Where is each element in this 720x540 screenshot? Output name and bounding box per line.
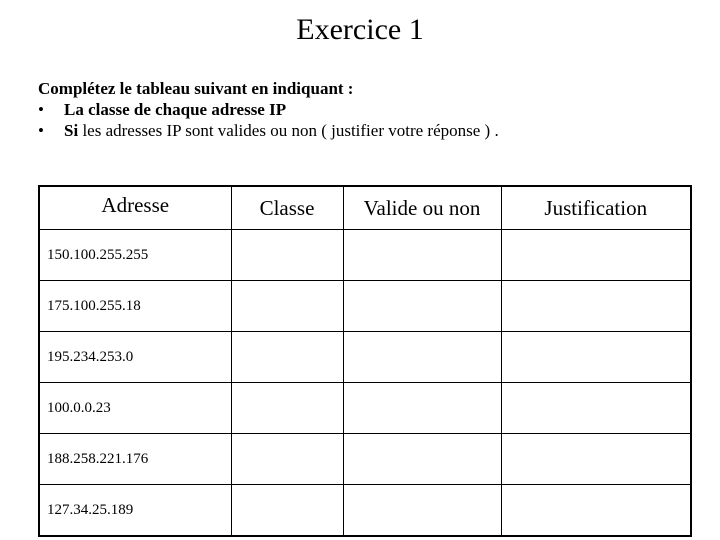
- header-adresse: Adresse: [39, 186, 231, 230]
- instruction-bullet-2-rest: les adresses IP sont valides ou non ( justifier votre réponse ) .: [78, 121, 499, 140]
- instructions: [38, 78, 499, 141]
- address-cell: 150.100.255.255: [39, 230, 231, 281]
- header-classe: Classe: [231, 186, 343, 230]
- justification-cell[interactable]: [501, 281, 691, 332]
- classe-cell[interactable]: [231, 281, 343, 332]
- table-row: [39, 281, 691, 332]
- valide-cell[interactable]: [343, 485, 501, 537]
- classe-cell[interactable]: [231, 485, 343, 537]
- valide-cell[interactable]: [343, 332, 501, 383]
- address-cell: 188.258.221.176: [39, 434, 231, 485]
- header-justification: Justification: [501, 186, 691, 230]
- page-title: Exercice 1: [296, 13, 424, 46]
- classe-cell[interactable]: [231, 332, 343, 383]
- table-row: [39, 383, 691, 434]
- justification-cell[interactable]: [501, 383, 691, 434]
- valide-cell[interactable]: [343, 383, 501, 434]
- header-valide-ou-non: Valide ou non: [343, 186, 501, 230]
- bullet-icon: •: [38, 121, 44, 140]
- valide-cell[interactable]: [343, 281, 501, 332]
- justification-cell[interactable]: [501, 434, 691, 485]
- justification-cell[interactable]: [501, 230, 691, 281]
- instruction-bullet-1: [38, 99, 499, 120]
- justification-cell[interactable]: [501, 485, 691, 537]
- table-row: [39, 434, 691, 485]
- table-header-row: [39, 186, 691, 230]
- classe-cell[interactable]: [231, 383, 343, 434]
- address-cell: 100.0.0.23: [39, 383, 231, 434]
- table-row: [39, 230, 691, 281]
- instruction-bullet-2: [38, 120, 499, 141]
- classe-cell[interactable]: [231, 230, 343, 281]
- table-row: [39, 332, 691, 383]
- address-cell: 175.100.255.18: [39, 281, 231, 332]
- justification-cell[interactable]: [501, 332, 691, 383]
- valide-cell[interactable]: [343, 230, 501, 281]
- ip-address-table: [38, 185, 692, 537]
- instruction-bullet-2-lead: Si: [64, 121, 79, 140]
- bullet-icon: •: [38, 100, 44, 119]
- instructions-intro: Complétez le tableau suivant en indiquant :: [38, 79, 354, 98]
- classe-cell[interactable]: [231, 434, 343, 485]
- address-cell: 127.34.25.189: [39, 485, 231, 537]
- table-row: [39, 485, 691, 537]
- instruction-bullet-1-text: La classe de chaque adresse IP: [64, 100, 287, 119]
- address-cell: 195.234.253.0: [39, 332, 231, 383]
- valide-cell[interactable]: [343, 434, 501, 485]
